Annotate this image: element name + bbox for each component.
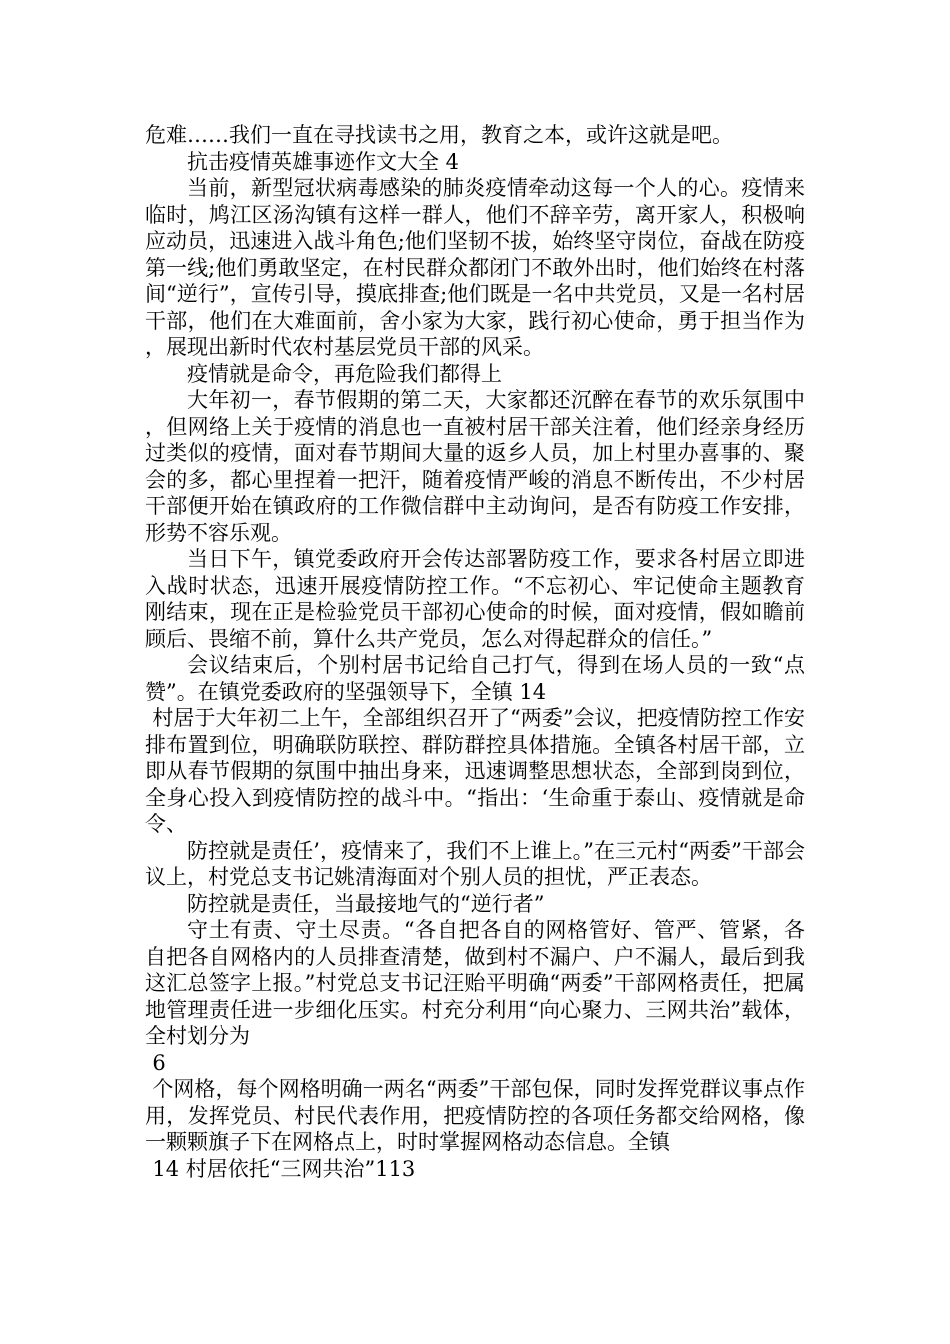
paragraph-number-fragment: 6 [152,1050,166,1075]
paragraph-intro: 当前，新型冠状病毒感染的肺炎疫情牵动这每一个人的心。疫情来临时，鸠江区汤沟镇有这样一群人，他们不辞辛劳，离开家人，积极响应动员，迅速进入战斗角色;他们坚韧不拔，始终坚守岗位，奋战在防疫第一线;他们勇敢坚定，在村民群众都闭门不敢外出时，他们始终在村落间“逆行”，宣传引导，摸底排查;他们既是一名中共党员，又是一名村居干部，他们在大难面前，舍小家为大家，践行初心使命，勇于担当作为，展现出新时代农村基层党员干部的风采。 [145,176,805,359]
paragraph-afternoon-meeting: 当日下午，镇党委政府开会传达部署防疫工作，要求各村居立即进入战时状态，迅速开展疫情防控工作。“不忘初心、牢记使命主题教育刚结束，现在正是检验党员干部初心使命的时候，面对疫情，假如瞻前顾后、畏缩不前，算什么共产党员，怎么对得起群众的信任。” [145,547,805,651]
document-page [145,122,805,1182]
subheading-command: 疫情就是命令，再危险我们都得上 [187,361,502,386]
paragraph-new-year: 大年初一，春节假期的第二天，大家都还沉醉在春节的欢乐氛围中，但网络上关于疫情的消息也一直被村居干部关注着，他们经亲身经历过类似的疫情，面对春节期间大量的返乡人员，加上村里办喜事的、聚会的多，都心里捏着一把汗，随着疫情严峻的消息不断传出，不少村居干部便开始在镇政府的工作微信群中主动询问，是否有防疫工作安排，形势不容乐观。 [145,388,805,545]
paragraph-grid-duty: 守土有责、守土尽责。“各自把各自的网格管好、管严、管紧，各自把各自网格内的人员排查清楚，做到村不漏户、户不漏人，最后到我这汇总签字上报。”村党总支书记汪贻平明确“两委”干部网格责任，把属地管理责任进一步细化压实。村充分利用“向心聚力、三网共治”载体，全村划分为 [145,918,805,1048]
paragraph-second-day: 村居于大年初二上午，全部组织召开了“两委”会议，把疫情防控工作安排布置到位，明确联防联控、群防群控具体措施。全镇各村居干部，立即从春节假期的氛围中抽出身来，迅速调整思想状态，全部到岗到位，全身心投入到疫情防控的战斗中。“指出：‘生命重于泰山、疫情就是命令、 [145,706,805,836]
subheading-retrograde: 防控就是责任，当最接地气的“逆行者” [187,891,545,916]
paragraph-after-meeting: 会议结束后，个别村居书记给自己打气，得到在场人员的一致“点赞”。在镇党委政府的坚强领导下，全镇 14 [145,653,805,704]
paragraph-1: 危难……我们一直在寻找读书之用，教育之本，或许这就是吧。 [145,123,733,147]
paragraph-grid-detail: 个网格，每个网格明确一两名“两委”干部包保，同时发挥党群议事点作用，发挥党员、村民代表作用，把疫情防控的各项任务都交给网格，像一颗颗旗子下在网格点上，时时掌握网格动态信息。全镇 [145,1077,805,1154]
paragraph-tail: 14 村居依托“三网共治”113 [152,1156,416,1181]
paragraph-responsibility: 防控就是责任’，疫情来了，我们不上谁上。”在三元村“两委”干部会议上，村党总支书记姚清海面对个别人员的担忧，严正表态。 [145,838,805,889]
section-heading: 抗击疫情英雄事迹作文大全 4 [187,149,460,174]
